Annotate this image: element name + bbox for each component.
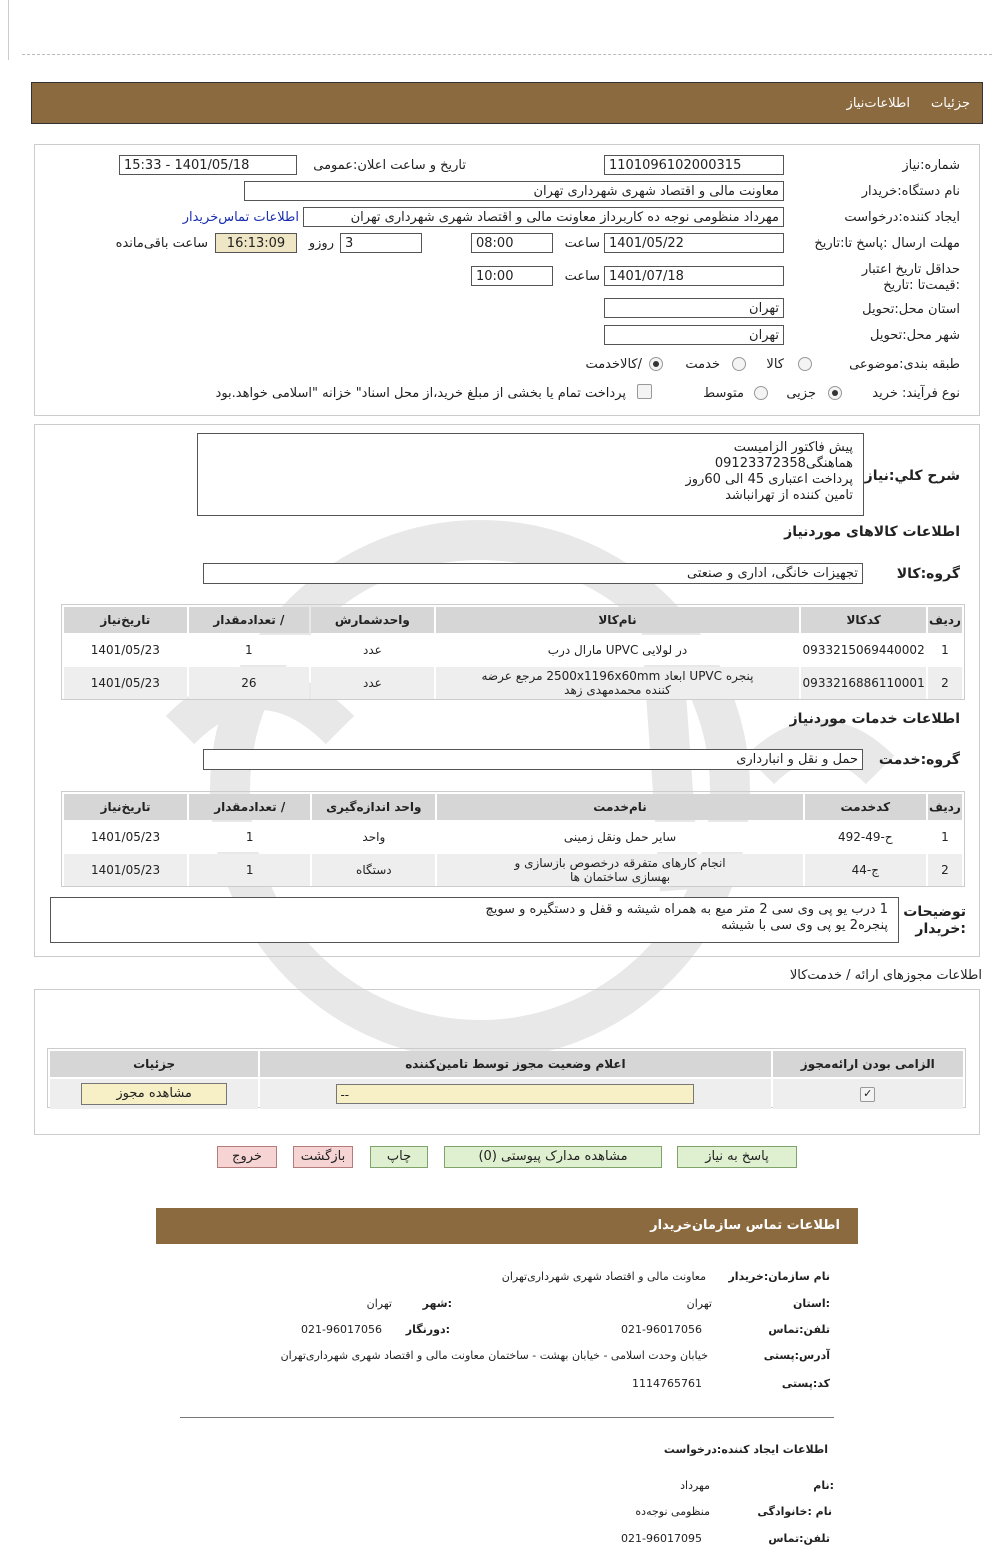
table-row (50, 1079, 963, 1109)
col-name: نام‌خدمت (437, 794, 802, 820)
deadline-label: مهلت ارسال :پاسخ تا:تاریخ (814, 236, 960, 251)
cell: 1 (189, 854, 310, 886)
buyer-org-label: نام دستگاه:خریدار (861, 184, 960, 199)
cell: 1 (928, 635, 962, 665)
cell: 26 (189, 667, 310, 699)
cell: پنجره UPVC ابعاد 2500x1196x60mm مرجع عرضه کننده محمدمهدی زهد (436, 667, 800, 699)
col-row: ردیف (928, 607, 962, 633)
summary-line: تامین کننده از تهرانباشد (725, 488, 853, 503)
services-group-field: حمل و نقل و انبارداری (203, 749, 863, 770)
summary-line: پرداخت اعتباری 45 الی 60روز (685, 472, 853, 487)
col-row: ردیف (928, 794, 962, 820)
city-label: شهر محل:تحویل (870, 328, 960, 343)
city-field: تهران (604, 325, 784, 345)
postal-label: کد:پستی (781, 1377, 830, 1390)
province-contact-value: تهران (686, 1297, 712, 1310)
process-minor-radio[interactable] (828, 386, 842, 400)
requester-field: مهرداد منظومی نوجه ده کاربرداز معاونت مالی و اقتصاد شهری شهرداری تهران (303, 207, 784, 227)
tab-need-info[interactable]: اطلاعات‌نیاز (846, 96, 910, 111)
cell: 0933216886110001 (801, 667, 926, 699)
cell: ج-44 (805, 854, 926, 886)
licenses-table (48, 1049, 965, 1111)
process-type-label: نوع فرآیند: خرید (872, 386, 960, 401)
licenses-title: اطلاعات مجوزهای ارائه / خدمت‌کالا (789, 968, 982, 983)
tab-details[interactable]: جزئیات (931, 96, 970, 111)
cell: 1401/05/23 (64, 667, 187, 699)
col-date: تاریخ‌نیاز (64, 794, 187, 820)
creator-phone-label: تلفن:تماس (768, 1532, 830, 1545)
cell: 1401/05/23 (64, 854, 187, 886)
payment-treasury-checkbox[interactable] (637, 384, 652, 399)
category-service-radio[interactable] (732, 357, 746, 371)
cell (50, 1079, 258, 1109)
summary-line: هماهنگی09123372358 (714, 456, 853, 471)
category-both-label: /کالاخدمت (585, 357, 642, 372)
fax-label: :دورنگار (405, 1323, 450, 1336)
buyer-contact-link[interactable]: اطلاعات تماس‌خریدار (182, 210, 299, 225)
creator-name-label: :نام (813, 1479, 834, 1492)
days-field: 3 (340, 233, 422, 253)
phone-label: تلفن:تماس (768, 1323, 830, 1336)
cell: انجام کارهای متفرقه درخصوص بازسازی و بهسازی ساختمان ها (437, 854, 802, 886)
announce-field: 1401/05/18 - 15:33 (119, 155, 297, 175)
announce-label: تاریخ و ساعت اعلان:عمومی (313, 158, 466, 173)
remaining-label: ساعت باقی‌مانده (115, 236, 208, 251)
col-code: کدکالا (801, 607, 926, 633)
category-goods-radio[interactable] (798, 357, 812, 371)
province-contact-label: :استان (793, 1297, 830, 1310)
fax-value: 021-96017056 (301, 1323, 382, 1336)
col-required: الزامی بودن ارائه‌مجوز (773, 1051, 963, 1077)
services-section-title: اطلاعات خدمات مورد‌نیاز (789, 711, 960, 727)
process-minor-label: جزیی (786, 386, 816, 401)
cell: عدد (311, 667, 434, 699)
col-code: کدخدمت (805, 794, 926, 820)
goods-table (62, 605, 964, 701)
cell: 0933215069440002 (801, 635, 926, 665)
print-button[interactable]: چاپ (370, 1146, 428, 1168)
col-unit: واحدشمارش (311, 607, 434, 633)
buyer-notes-box (50, 897, 899, 943)
reply-button[interactable]: پاسخ به نیاز (677, 1146, 797, 1168)
validity-date-field: 1401/07/18 (604, 266, 784, 286)
validity-label: حداقل تاریخ اعتبار :قیمت‌تا :تاریخ (861, 262, 960, 293)
cell (260, 1079, 770, 1109)
city-contact-value: تهران (366, 1297, 392, 1310)
creator-family-label: نام :خانوادگی (757, 1505, 832, 1518)
need-number-field: 1101096102000315 (604, 155, 784, 175)
summary-label: شرح کلي:نیاز (864, 468, 960, 484)
requester-label: ایجاد کننده:درخواست (844, 210, 960, 225)
creator-family-value: منظومی نوجه‌ده (635, 1505, 710, 1518)
validity-hour-label: ساعت (564, 269, 600, 284)
cell: ح-49-492 (805, 822, 926, 852)
goods-section-title: اطلاعات کالاهای مورد‌نیاز (784, 524, 960, 540)
top-header-bar (31, 82, 983, 124)
validity-time-field: 10:00 (471, 266, 553, 286)
license-required-checkbox: ✓ (860, 1087, 875, 1102)
col-unit: واحد اندازه‌گیری (312, 794, 435, 820)
days-label: روزو (308, 236, 334, 251)
col-qty: / تعدادمقدار (189, 607, 310, 633)
org-value: معاونت مالی و اقتصاد شهری شهرداری‌تهران (501, 1270, 706, 1283)
contact-title: اطلاعات تماس سازمان‌خریدار (650, 1218, 840, 1233)
table-row (64, 822, 962, 852)
process-medium-radio[interactable] (754, 386, 768, 400)
cell: 1 (189, 822, 310, 852)
col-name: نام‌کالا (436, 607, 800, 633)
need-number-label: شماره:نیاز (902, 158, 960, 173)
province-field: تهران (604, 298, 784, 318)
cell: 1401/05/23 (64, 822, 187, 852)
city-contact-label: :شهر (422, 1297, 452, 1310)
cell: 2 (928, 667, 962, 699)
services-group-label: گروه:خدمت (878, 752, 960, 768)
cell: عدد (311, 635, 434, 665)
buyer-org-field: معاونت مالی و اقتصاد شهری شهرداری تهران (244, 181, 784, 201)
col-details: جزئیات (50, 1051, 258, 1077)
category-label: طبقه بندی:موضوعی (849, 357, 960, 372)
back-button[interactable]: بازگشت (293, 1146, 353, 1168)
services-table (62, 792, 964, 888)
cell: دستگاه (312, 854, 435, 886)
postal-value: 1114765761 (632, 1377, 702, 1390)
col-status: اعلام وضعیت مجوز توسط تامین‌کننده (260, 1051, 770, 1077)
cell: 1 (189, 635, 310, 665)
org-label: نام سازمان:خریدار (728, 1270, 830, 1283)
address-label: آدرس:پستی (763, 1349, 830, 1362)
cell: در لولایی UPVC مارال درب (436, 635, 800, 665)
process-medium-label: متوسط (703, 386, 744, 401)
province-label: استان محل:تحویل (862, 302, 960, 317)
license-status-field: -- (336, 1084, 694, 1104)
phone-value: 021-96017056 (621, 1323, 702, 1336)
cell (773, 1079, 963, 1109)
deadline-hour-label: ساعت (564, 236, 600, 251)
remaining-time-field: 16:13:09 (215, 233, 297, 253)
view-license-button[interactable]: مشاهده مجوز (81, 1083, 227, 1105)
col-qty: / تعدادمقدار (189, 794, 310, 820)
goods-group-field: تجهیزات خانگی، اداری و صنعتی (203, 563, 863, 584)
summary-box (197, 433, 864, 516)
creator-phone-value: 021-96017095 (621, 1532, 702, 1545)
deadline-time-field: 08:00 (471, 233, 553, 253)
category-service-label: خدمت (685, 357, 720, 372)
table-row (64, 667, 962, 699)
category-goods-label: کالا (766, 357, 784, 372)
cell: 2 (928, 854, 962, 886)
creator-title: اطلاعات ایجاد کننده:درخواست (663, 1443, 828, 1456)
deadline-date-field: 1401/05/22 (604, 233, 784, 253)
notes-line: 1 درب یو پی وی سی 2 متر مبع به همراه شیشه و قفل و دستگیره و سویچ (485, 902, 888, 917)
summary-line: پیش فاکتور الزامیست (733, 440, 853, 455)
category-both-radio[interactable] (649, 357, 663, 371)
cell: سایر حمل ونقل زمینی (437, 822, 802, 852)
cell: 1 (928, 822, 962, 852)
cell: 1401/05/23 (64, 635, 187, 665)
divider (180, 1417, 834, 1418)
goods-group-label: گروه:کالا (896, 566, 960, 582)
buyer-notes-label: توضیحات :خریدار (903, 904, 966, 937)
exit-button[interactable]: خروج (217, 1146, 277, 1168)
notes-line: پنجره2 یو پی وی سی با شیشه (721, 918, 888, 933)
address-value: خیابان وحدت اسلامی - خیابان بهشت - ساختمان معاونت مالی و اقتصاد شهری شهرداری‌تهران (280, 1349, 708, 1362)
cell: واحد (312, 822, 435, 852)
table-row (64, 635, 962, 665)
view-attachments-button[interactable]: مشاهده مدارک پیوستی (0) (444, 1146, 662, 1168)
contact-header-bar (156, 1208, 858, 1244)
payment-note: پرداخت تمام یا بخشی از مبلغ خرید،از محل اسناد" خزانه "اسلامی خواهد.بود (215, 386, 626, 401)
col-date: تاریخ‌نیاز (64, 607, 187, 633)
table-row (64, 854, 962, 886)
creator-name-value: مهرداد (680, 1479, 710, 1492)
